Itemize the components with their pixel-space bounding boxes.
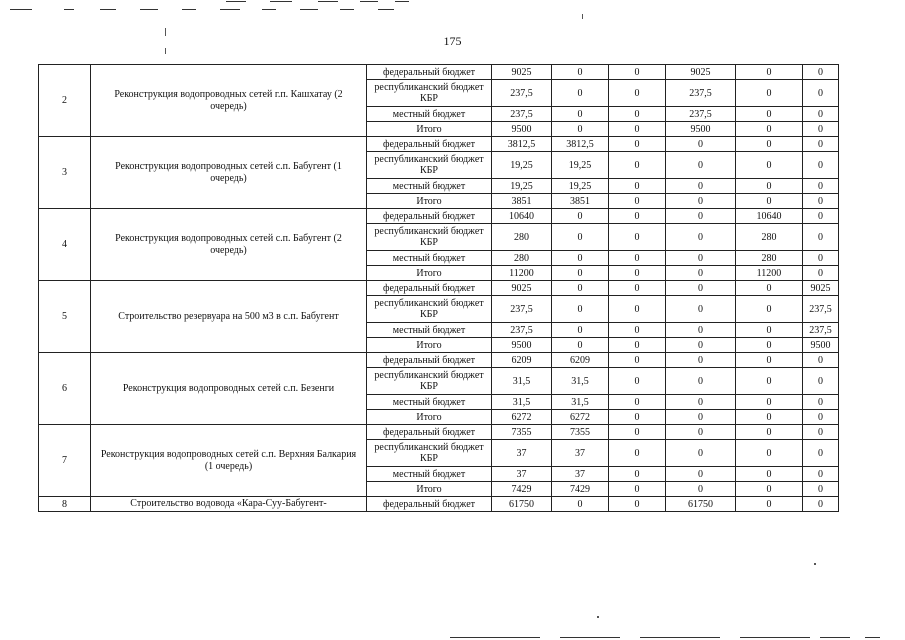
amount-cell: 0 (803, 194, 839, 209)
object-name: Реконструкция водопроводных сетей с.п. Бабугент (2 очередь) (91, 209, 367, 281)
funding-source: федеральный бюджет (367, 137, 492, 152)
funding-source: местный бюджет (367, 323, 492, 338)
amount-cell: 0 (736, 368, 803, 395)
amount-cell: 280 (492, 251, 552, 266)
amount-cell: 0 (666, 410, 736, 425)
table-row (39, 353, 839, 368)
amount-cell: 237,5 (492, 80, 552, 107)
amount-cell: 0 (609, 353, 666, 368)
amount-cell: 0 (803, 251, 839, 266)
funding-source: местный бюджет (367, 467, 492, 482)
funding-source: республиканский бюджет КБР (367, 296, 492, 323)
amount-cell: 237,5 (492, 296, 552, 323)
amount-cell: 0 (736, 353, 803, 368)
amount-cell: 237,5 (666, 107, 736, 122)
amount-cell: 0 (609, 338, 666, 353)
amount-cell: 0 (736, 497, 803, 512)
funding-source: федеральный бюджет (367, 281, 492, 296)
item-number: 3 (39, 137, 91, 209)
amount-cell: 0 (609, 137, 666, 152)
amount-cell: 9025 (803, 281, 839, 296)
amount-cell: 0 (736, 107, 803, 122)
amount-cell: 0 (552, 497, 609, 512)
amount-cell: 0 (552, 338, 609, 353)
amount-cell: 0 (609, 425, 666, 440)
amount-cell: 237,5 (492, 107, 552, 122)
table-row (39, 209, 839, 224)
amount-cell: 0 (552, 323, 609, 338)
item-number: 4 (39, 209, 91, 281)
amount-cell: 0 (803, 209, 839, 224)
funding-source: местный бюджет (367, 395, 492, 410)
table-row (39, 281, 839, 296)
amount-cell: 37 (552, 467, 609, 482)
amount-cell: 0 (666, 179, 736, 194)
amount-cell: 0 (803, 80, 839, 107)
amount-cell: 0 (552, 122, 609, 137)
amount-cell: 6272 (492, 410, 552, 425)
amount-cell: 7429 (552, 482, 609, 497)
table-row (39, 425, 839, 440)
object-name: Строительство резервуара на 500 м3 в с.п. Бабугент (91, 281, 367, 353)
amount-cell: 0 (803, 137, 839, 152)
amount-cell: 0 (803, 425, 839, 440)
funding-source: федеральный бюджет (367, 209, 492, 224)
amount-cell: 0 (552, 107, 609, 122)
table-row (39, 65, 839, 80)
amount-cell: 0 (666, 353, 736, 368)
amount-cell: 0 (666, 368, 736, 395)
amount-cell: 0 (552, 281, 609, 296)
amount-cell: 0 (609, 497, 666, 512)
item-number: 7 (39, 425, 91, 497)
amount-cell: 0 (736, 338, 803, 353)
amount-cell: 0 (803, 410, 839, 425)
amount-cell: 0 (666, 296, 736, 323)
amount-cell: 19,25 (492, 152, 552, 179)
amount-cell: 0 (803, 497, 839, 512)
amount-cell: 0 (609, 395, 666, 410)
amount-cell: 7355 (552, 425, 609, 440)
amount-cell: 19,25 (552, 179, 609, 194)
item-number: 2 (39, 65, 91, 137)
funding-source: республиканский бюджет КБР (367, 152, 492, 179)
amount-cell: 0 (666, 137, 736, 152)
amount-cell: 237,5 (803, 323, 839, 338)
funding-source: Итого (367, 194, 492, 209)
amount-cell: 0 (666, 266, 736, 281)
amount-cell: 0 (803, 107, 839, 122)
amount-cell: 0 (803, 152, 839, 179)
amount-cell: 0 (609, 281, 666, 296)
amount-cell: 9025 (492, 65, 552, 80)
item-number: 6 (39, 353, 91, 425)
amount-cell: 0 (666, 194, 736, 209)
table-row (39, 497, 839, 512)
amount-cell: 0 (552, 80, 609, 107)
amount-cell: 0 (609, 323, 666, 338)
amount-cell: 0 (736, 179, 803, 194)
amount-cell: 0 (803, 266, 839, 281)
amount-cell: 0 (803, 224, 839, 251)
object-name: Реконструкция водопроводных сетей с.п. Безенги (91, 353, 367, 425)
funding-source: Итого (367, 482, 492, 497)
amount-cell: 0 (609, 410, 666, 425)
amount-cell: 0 (803, 395, 839, 410)
amount-cell: 0 (666, 224, 736, 251)
object-name: Реконструкция водопроводных сетей с.п. Бабугент (1 очередь) (91, 137, 367, 209)
amount-cell: 0 (736, 440, 803, 467)
funding-source: федеральный бюджет (367, 353, 492, 368)
funding-source: Итого (367, 266, 492, 281)
funding-source: местный бюджет (367, 179, 492, 194)
amount-cell: 0 (736, 482, 803, 497)
amount-cell: 0 (666, 395, 736, 410)
amount-cell: 280 (736, 224, 803, 251)
funding-source: федеральный бюджет (367, 497, 492, 512)
amount-cell: 37 (492, 467, 552, 482)
amount-cell: 0 (736, 152, 803, 179)
amount-cell: 0 (552, 266, 609, 281)
funding-source: федеральный бюджет (367, 65, 492, 80)
amount-cell: 10640 (492, 209, 552, 224)
amount-cell: 3851 (552, 194, 609, 209)
amount-cell: 7355 (492, 425, 552, 440)
amount-cell: 0 (803, 179, 839, 194)
amount-cell: 0 (666, 482, 736, 497)
page-number: 175 (443, 34, 462, 48)
amount-cell: 0 (666, 281, 736, 296)
amount-cell: 0 (736, 410, 803, 425)
amount-cell: 0 (609, 107, 666, 122)
item-number: 8 (39, 497, 91, 512)
amount-cell: 11200 (492, 266, 552, 281)
amount-cell: 3812,5 (492, 137, 552, 152)
funding-source: местный бюджет (367, 107, 492, 122)
amount-cell: 9025 (492, 281, 552, 296)
amount-cell: 0 (552, 251, 609, 266)
amount-cell: 237,5 (666, 80, 736, 107)
funding-source: местный бюджет (367, 251, 492, 266)
funding-source: республиканский бюджет КБР (367, 224, 492, 251)
item-number: 5 (39, 281, 91, 353)
amount-cell: 0 (736, 395, 803, 410)
amount-cell: 3812,5 (552, 137, 609, 152)
amount-cell: 0 (803, 440, 839, 467)
amount-cell: 31,5 (492, 395, 552, 410)
amount-cell: 0 (803, 368, 839, 395)
amount-cell: 0 (609, 467, 666, 482)
amount-cell: 6272 (552, 410, 609, 425)
amount-cell: 19,25 (552, 152, 609, 179)
amount-cell: 0 (736, 467, 803, 482)
object-name: Строительство водовода «Кара-Суу-Бабугент- (91, 497, 367, 512)
amount-cell: 0 (609, 122, 666, 137)
amount-cell: 0 (609, 224, 666, 251)
amount-cell: 37 (552, 440, 609, 467)
amount-cell: 11200 (736, 266, 803, 281)
amount-cell: 0 (666, 323, 736, 338)
budget-table (38, 64, 839, 512)
amount-cell: 3851 (492, 194, 552, 209)
amount-cell: 0 (552, 224, 609, 251)
amount-cell: 0 (666, 251, 736, 266)
amount-cell: 0 (609, 440, 666, 467)
amount-cell: 0 (736, 281, 803, 296)
amount-cell: 0 (736, 194, 803, 209)
amount-cell: 0 (736, 296, 803, 323)
amount-cell: 280 (736, 251, 803, 266)
amount-cell: 0 (609, 251, 666, 266)
amount-cell: 0 (666, 338, 736, 353)
funding-source: Итого (367, 410, 492, 425)
amount-cell: 0 (609, 209, 666, 224)
amount-cell: 7429 (492, 482, 552, 497)
funding-source: республиканский бюджет КБР (367, 440, 492, 467)
amount-cell: 0 (609, 65, 666, 80)
amount-cell: 0 (609, 296, 666, 323)
amount-cell: 0 (736, 80, 803, 107)
amount-cell: 0 (803, 353, 839, 368)
amount-cell: 37 (492, 440, 552, 467)
funding-source: федеральный бюджет (367, 425, 492, 440)
amount-cell: 0 (609, 194, 666, 209)
amount-cell: 9500 (803, 338, 839, 353)
amount-cell: 31,5 (492, 368, 552, 395)
amount-cell: 0 (666, 152, 736, 179)
amount-cell: 0 (803, 482, 839, 497)
amount-cell: 0 (736, 137, 803, 152)
amount-cell: 9025 (666, 65, 736, 80)
funding-source: Итого (367, 122, 492, 137)
amount-cell: 0 (609, 482, 666, 497)
amount-cell: 10640 (736, 209, 803, 224)
amount-cell: 9500 (492, 122, 552, 137)
amount-cell: 0 (609, 152, 666, 179)
amount-cell: 31,5 (552, 395, 609, 410)
amount-cell: 0 (609, 80, 666, 107)
amount-cell: 0 (609, 179, 666, 194)
amount-cell: 0 (609, 368, 666, 395)
amount-cell: 280 (492, 224, 552, 251)
amount-cell: 0 (736, 122, 803, 137)
amount-cell: 0 (666, 209, 736, 224)
amount-cell: 6209 (492, 353, 552, 368)
amount-cell: 0 (552, 296, 609, 323)
amount-cell: 0 (552, 209, 609, 224)
amount-cell: 6209 (552, 353, 609, 368)
amount-cell: 61750 (666, 497, 736, 512)
funding-source: Итого (367, 338, 492, 353)
amount-cell: 9500 (666, 122, 736, 137)
amount-cell: 0 (666, 467, 736, 482)
object-name: Реконструкция водопроводных сетей с.п. Верхняя Балкария (1 очередь) (91, 425, 367, 497)
amount-cell: 0 (736, 425, 803, 440)
table-row (39, 137, 839, 152)
amount-cell: 0 (552, 65, 609, 80)
funding-source: республиканский бюджет КБР (367, 80, 492, 107)
amount-cell: 0 (736, 65, 803, 80)
amount-cell: 19,25 (492, 179, 552, 194)
amount-cell: 0 (803, 467, 839, 482)
amount-cell: 0 (736, 323, 803, 338)
object-name: Реконструкция водопроводных сетей г.п. Кашхатау (2 очередь) (91, 65, 367, 137)
amount-cell: 0 (803, 65, 839, 80)
amount-cell: 9500 (492, 338, 552, 353)
funding-source: республиканский бюджет КБР (367, 368, 492, 395)
amount-cell: 0 (666, 425, 736, 440)
amount-cell: 0 (803, 122, 839, 137)
amount-cell: 61750 (492, 497, 552, 512)
amount-cell: 0 (666, 440, 736, 467)
amount-cell: 237,5 (803, 296, 839, 323)
amount-cell: 31,5 (552, 368, 609, 395)
amount-cell: 0 (609, 266, 666, 281)
amount-cell: 237,5 (492, 323, 552, 338)
